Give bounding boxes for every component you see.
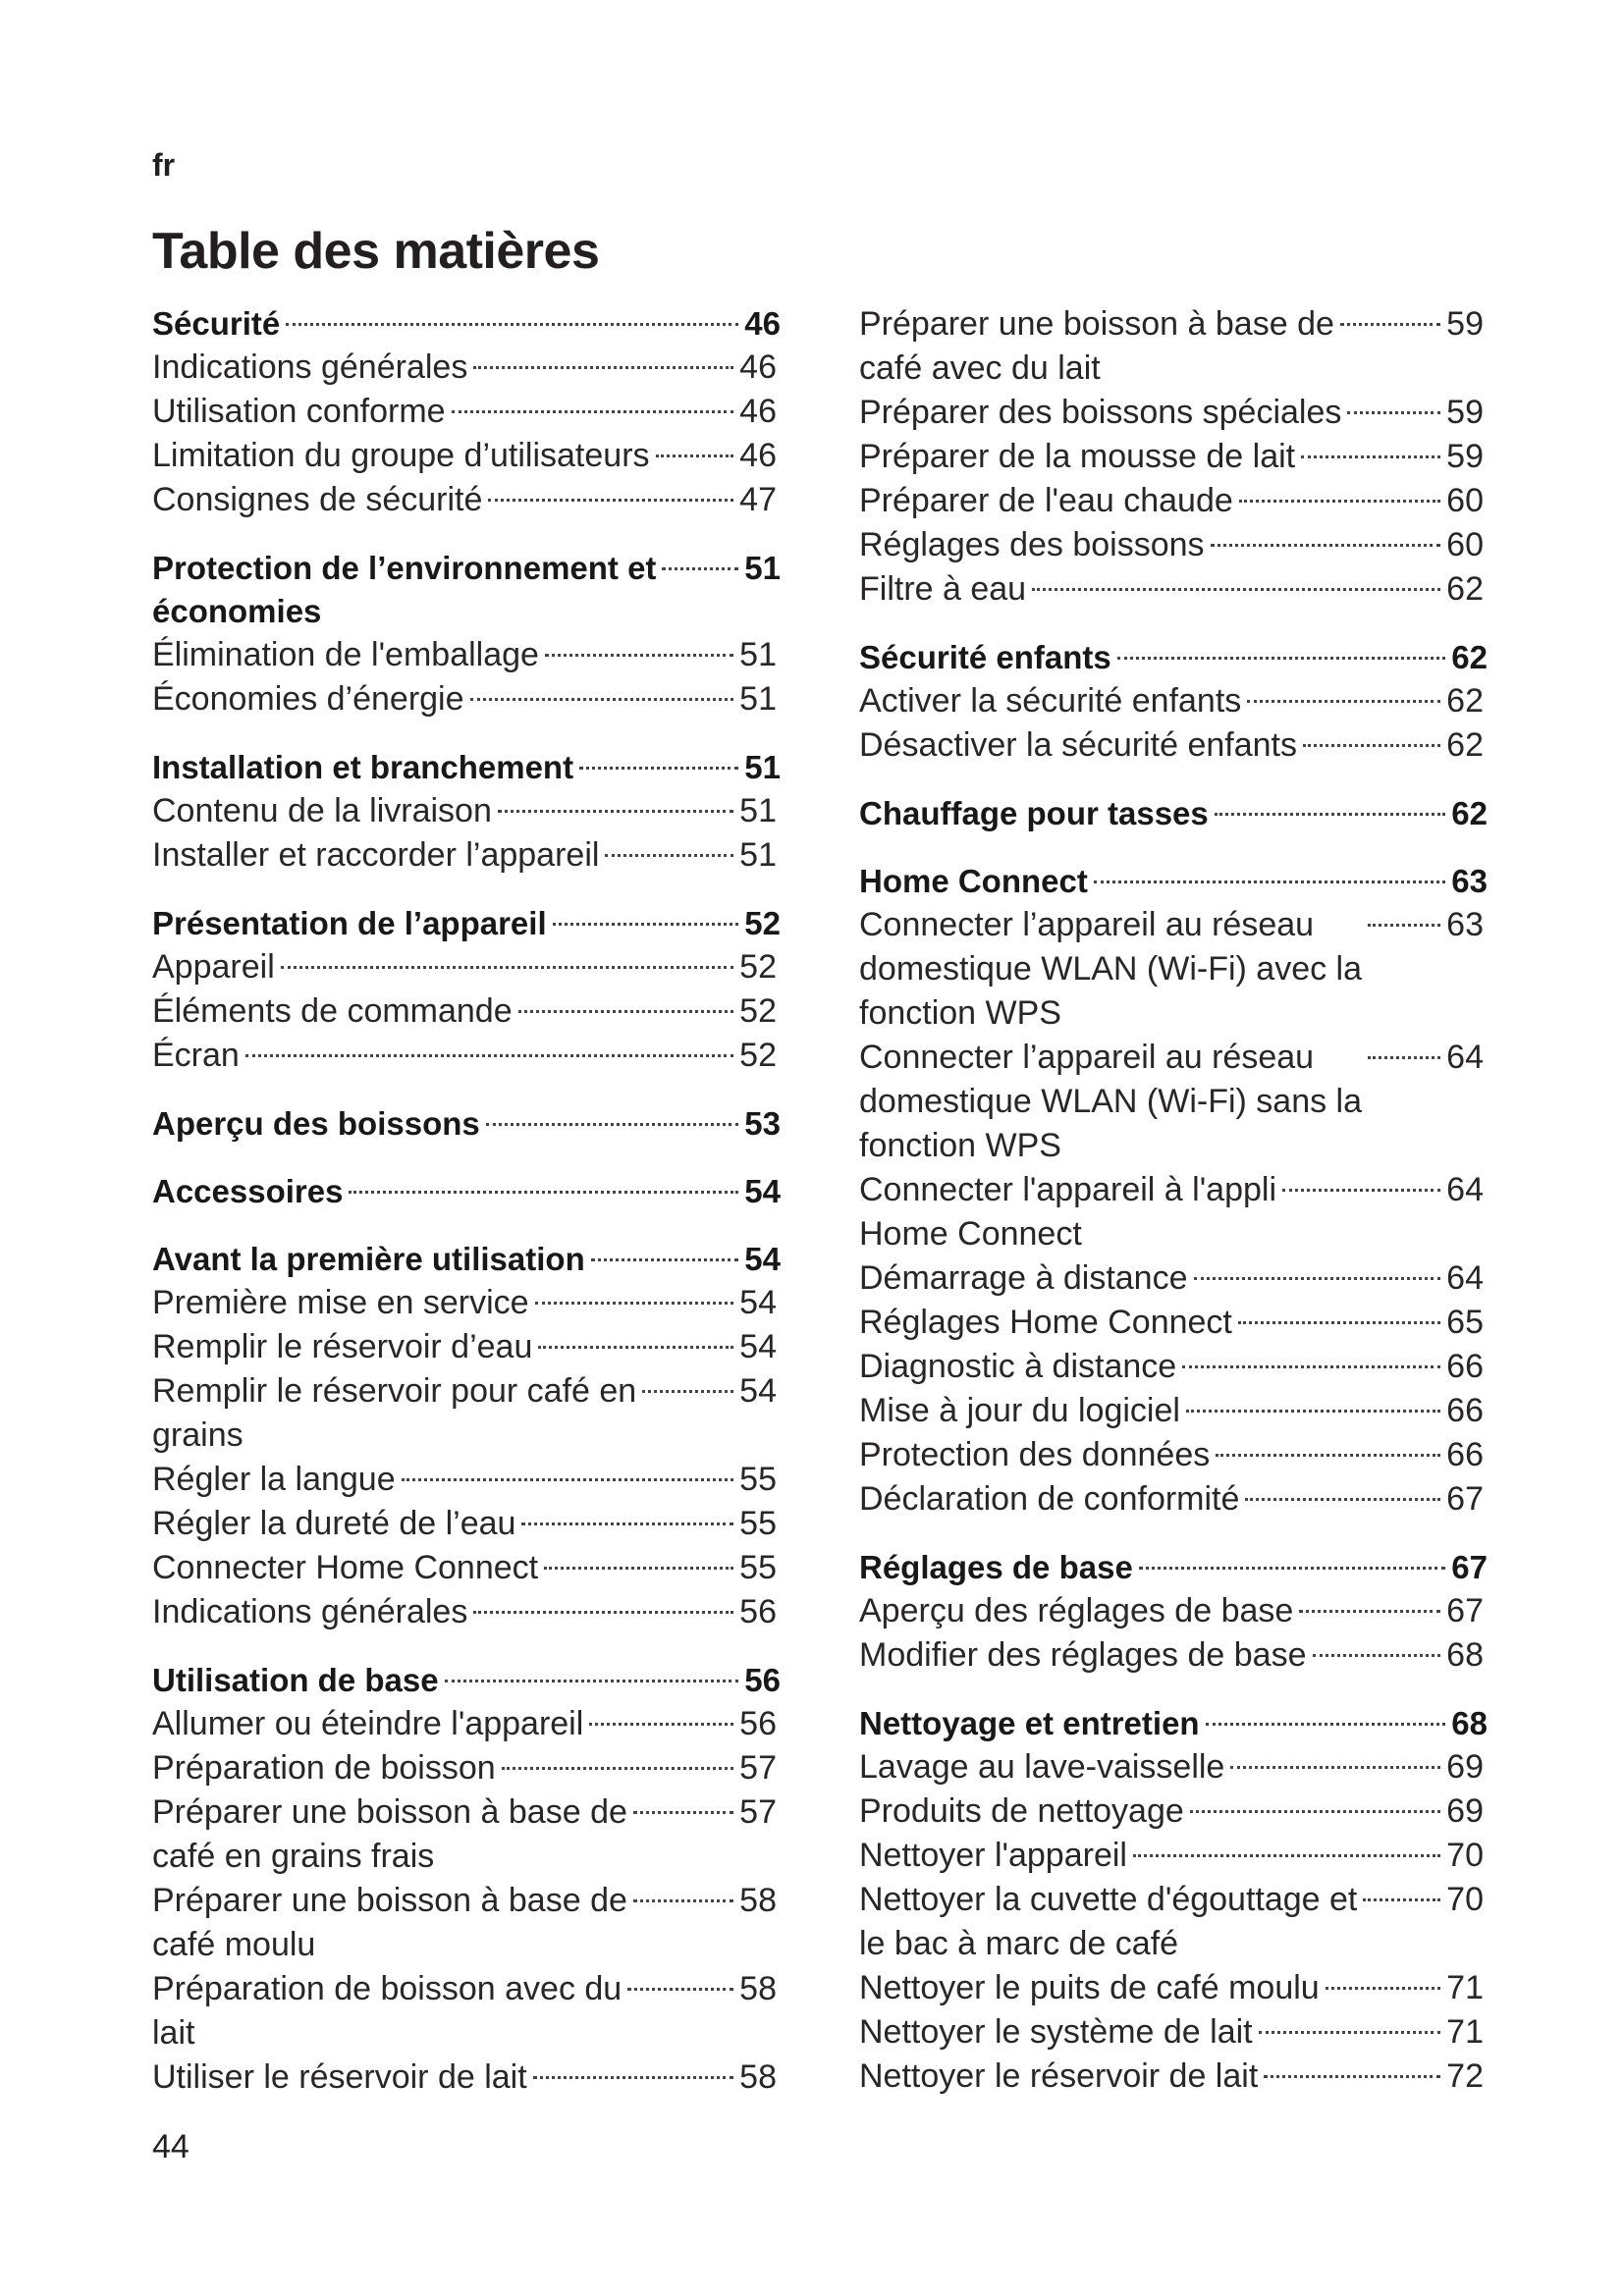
toc-page-number: 51: [739, 792, 777, 829]
toc-entry-title: Éléments de commande: [152, 992, 513, 1030]
dot-leader: [591, 1258, 739, 1261]
toc-section-title: Avant la première utilisation: [152, 1241, 585, 1277]
toc-entry-title: Régler la dureté de l’eau: [152, 1505, 516, 1542]
toc-section: [152, 547, 781, 721]
toc-entry: [152, 1458, 781, 1502]
toc-page-number: 62: [1446, 726, 1484, 764]
toc-entry-title: Produits de nettoyage: [859, 1792, 1184, 1830]
toc-page-number: 62: [1446, 682, 1484, 720]
toc-page-number: 64: [1446, 1259, 1484, 1297]
toc-entry-title: Utilisation conforme: [152, 393, 446, 430]
toc-section-title: Présentation de l’appareil: [152, 905, 547, 941]
dot-leader: [1133, 1854, 1440, 1857]
toc-page-number: 54: [739, 1284, 777, 1321]
toc-entry: [859, 1433, 1488, 1477]
toc-entry: [152, 2056, 781, 2100]
dot-leader: [1215, 813, 1446, 816]
toc-entry-title: Nettoyer le système de lait: [859, 2013, 1253, 2051]
dot-leader: [349, 1191, 738, 1194]
dot-leader: [402, 1478, 734, 1481]
dot-leader: [445, 1680, 739, 1682]
toc-entry-title: Réglages Home Connect: [859, 1304, 1232, 1341]
toc-entry-title: Activer la sécurité enfants: [859, 682, 1242, 720]
dot-leader: [1299, 1610, 1440, 1613]
toc-section-heading: [152, 746, 781, 789]
toc-page-number: 46: [739, 393, 777, 430]
toc-section-heading: [859, 1702, 1488, 1745]
dot-leader: [579, 767, 738, 770]
toc-page-number: 66: [1446, 1348, 1484, 1385]
dot-leader: [662, 567, 738, 570]
toc-entry-title: Préparer de l'eau chaude: [859, 482, 1233, 519]
toc-section-title: Sécurité: [152, 305, 281, 342]
toc-entry-title: Écran: [152, 1037, 240, 1074]
toc-section-title: Installation et branchement: [152, 749, 574, 785]
toc-entry-title: Préparer une boisson à base de café en grains frais: [152, 1793, 627, 1875]
toc-page-number: 63: [1451, 863, 1488, 899]
toc-page-number: 58: [739, 2058, 777, 2096]
toc-entry: [859, 1301, 1488, 1345]
toc-page-number: 52: [739, 948, 777, 986]
toc-section-title: Protection de l’environnement et économies: [152, 550, 657, 629]
toc-section: [859, 302, 1488, 612]
toc-section-title: Sécurité enfants: [859, 639, 1111, 675]
toc-entry-title: Allumer ou éteindre l'appareil: [152, 1705, 584, 1742]
toc-page-number: 66: [1446, 1392, 1484, 1429]
toc-entry-title: Aperçu des réglages de base: [859, 1592, 1294, 1629]
toc-entry-title: Modifier des réglages de base: [859, 1636, 1307, 1674]
dot-leader: [1206, 1723, 1446, 1726]
toc-entry: [859, 679, 1488, 723]
toc-entry-title: Diagnostic à distance: [859, 1348, 1177, 1385]
dot-leader: [245, 1054, 733, 1057]
dot-leader: [589, 1723, 733, 1726]
language-label: fr: [152, 147, 176, 183]
dot-leader: [1216, 1454, 1440, 1457]
toc-page-number: 57: [739, 1793, 777, 1831]
toc-entry-title: Indications générales: [152, 348, 468, 386]
toc-page-number: 60: [1446, 526, 1484, 563]
toc-entry: [152, 1034, 781, 1078]
toc-entry: [859, 1168, 1488, 1256]
toc-entry-title: Désactiver la sécurité enfants: [859, 726, 1297, 764]
toc-entry: [859, 1834, 1488, 1878]
dot-leader: [1282, 1189, 1440, 1192]
toc-entry: [859, 1745, 1488, 1789]
toc-section-heading: [859, 1546, 1488, 1589]
toc-entry-title: Nettoyer l'appareil: [859, 1837, 1127, 1874]
toc-page-number: 59: [1446, 394, 1484, 431]
toc-entry-title: Déclaration de conformité: [859, 1480, 1240, 1518]
toc-section-heading: [152, 1238, 781, 1281]
dot-leader: [642, 1390, 733, 1393]
dot-leader: [498, 810, 733, 813]
toc-page-number: 62: [1451, 639, 1488, 675]
dot-leader: [1245, 1498, 1440, 1501]
toc-entry: [859, 391, 1488, 435]
toc-entry-title: Filtre à eau: [859, 570, 1027, 608]
toc-entry: [152, 1967, 781, 2056]
toc-page-number: 46: [739, 437, 777, 474]
toc-section-title: Chauffage pour tasses: [859, 795, 1209, 831]
dot-leader: [1264, 2075, 1440, 2078]
toc-entry-title: Élimination de l'emballage: [152, 636, 539, 673]
toc-entry-title: Utiliser le réservoir de lait: [152, 2058, 527, 2096]
toc-page-number: 63: [1446, 906, 1484, 943]
toc-page-number: 55: [739, 1549, 777, 1586]
dot-leader: [1211, 544, 1441, 547]
toc-section-heading: [859, 792, 1488, 835]
dot-leader: [1301, 455, 1440, 458]
toc-entry-title: Nettoyer le réservoir de lait: [859, 2057, 1259, 2095]
dot-leader: [633, 1899, 733, 1902]
toc-entry-title: Préparer des boissons spéciales: [859, 394, 1342, 431]
toc-entry-title: Économies d’énergie: [152, 680, 464, 718]
toc-page-number: 57: [739, 1749, 777, 1787]
toc-entry: [152, 945, 781, 989]
toc-entry: [859, 523, 1488, 567]
toc-page-number: 67: [1451, 1549, 1488, 1585]
toc-section-heading: [152, 547, 781, 633]
toc-entry: [152, 1702, 781, 1746]
toc-page-number: 46: [744, 305, 781, 342]
toc-section-heading: [152, 1102, 781, 1146]
toc-page-number: 54: [739, 1372, 777, 1410]
dot-leader: [1094, 881, 1445, 883]
toc-page-number: 72: [1446, 2057, 1484, 2095]
dot-leader: [1368, 924, 1440, 927]
toc-page-number: 56: [739, 1705, 777, 1742]
dot-leader: [656, 454, 734, 457]
dot-leader: [1186, 1410, 1440, 1413]
toc-entry-title: Réglages des boissons: [859, 526, 1205, 563]
toc-entry-title: Connecter l’appareil au réseau domestique WLAN (Wi-Fi) sans la fonction WPS: [859, 1039, 1363, 1164]
toc-section-title: Accessoires: [152, 1173, 344, 1209]
toc-entry-title: Nettoyer la cuvette d'égouttage et le bac à marc de café: [859, 1881, 1358, 1962]
toc-entry: [859, 302, 1488, 391]
toc-entry: [152, 989, 781, 1034]
toc-entry: [859, 1966, 1488, 2010]
toc-page-number: 64: [1446, 1039, 1484, 1076]
toc-entry: [152, 1746, 781, 1790]
toc-entry: [859, 2055, 1488, 2099]
toc-section-title: Aperçu des boissons: [152, 1105, 480, 1142]
toc-section-heading: [152, 902, 781, 945]
toc-section: [152, 1102, 781, 1146]
dot-leader: [1032, 588, 1440, 591]
dot-leader: [605, 854, 733, 857]
toc-entry: [152, 1546, 781, 1590]
toc-page-number: 55: [739, 1505, 777, 1542]
toc-page-number: 59: [1446, 438, 1484, 475]
toc-entry: [152, 677, 781, 721]
toc-entry: [152, 390, 781, 434]
toc-page-number: 67: [1446, 1480, 1484, 1518]
toc-page-number: 60: [1446, 482, 1484, 519]
toc-page-number: 58: [739, 1882, 777, 1919]
dot-leader: [1238, 1321, 1440, 1324]
toc-page-number: 52: [744, 905, 781, 941]
toc-page-number: 70: [1446, 1881, 1484, 1918]
toc-entry-title: Limitation du groupe d’utilisateurs: [152, 437, 650, 474]
toc-entry: [859, 1345, 1488, 1389]
toc-entry: [152, 633, 781, 677]
toc-entry-title: Lavage au lave-vaisselle: [859, 1748, 1225, 1786]
dot-leader: [521, 1522, 733, 1525]
toc-page-number: 66: [1446, 1436, 1484, 1473]
toc-entry: [152, 1502, 781, 1546]
dot-leader: [627, 1988, 733, 1991]
toc-section-title: Utilisation de base: [152, 1662, 439, 1698]
toc-page-number: 62: [1451, 795, 1488, 831]
dot-leader: [1303, 744, 1440, 747]
toc-page-number: 52: [739, 992, 777, 1030]
dot-leader: [535, 1302, 734, 1305]
dot-leader: [470, 698, 734, 701]
toc-entry: [859, 1389, 1488, 1433]
toc-entry-title: Préparer une boisson à base de café moulu: [152, 1882, 627, 1963]
toc-entry-title: Mise à jour du logiciel: [859, 1392, 1180, 1429]
toc-page-number: 69: [1446, 1748, 1484, 1786]
toc-entry: [859, 567, 1488, 612]
toc-entry-title: Nettoyer le puits de café moulu: [859, 1969, 1320, 2006]
toc-section-title: Réglages de base: [859, 1549, 1133, 1585]
dot-leader: [1230, 1766, 1440, 1769]
toc-page-number: 62: [1446, 570, 1484, 608]
dot-leader: [1259, 2031, 1441, 2034]
toc-entry: [859, 1477, 1488, 1522]
toc-entry-title: Préparer de la mousse de lait: [859, 438, 1296, 475]
toc-section-title: Nettoyage et entretien: [859, 1705, 1200, 1741]
toc-page-number: 70: [1446, 1837, 1484, 1874]
toc-entry: [859, 1036, 1488, 1168]
toc-section: [859, 1546, 1488, 1678]
toc-page-number: 52: [739, 1037, 777, 1074]
toc-entry-title: Appareil: [152, 948, 275, 986]
dot-leader: [286, 323, 738, 326]
toc-entry-title: Contenu de la livraison: [152, 792, 492, 829]
toc-page-number: 54: [744, 1241, 781, 1277]
toc-right-column: [859, 302, 1488, 2123]
toc-page-number: 51: [744, 749, 781, 785]
dot-leader: [533, 2076, 734, 2079]
toc-page-number: 46: [739, 348, 777, 386]
dot-leader: [518, 1010, 734, 1013]
dot-leader: [544, 1567, 733, 1570]
toc-section: [859, 860, 1488, 1522]
toc-section-title: Home Connect: [859, 863, 1088, 899]
toc-entry: [152, 1325, 781, 1369]
toc-section: [859, 1702, 1488, 2099]
toc-page-number: 54: [739, 1328, 777, 1365]
toc-entry-title: Connecter l'appareil à l'appli Home Connect: [859, 1171, 1277, 1253]
toc-section: [152, 902, 781, 1078]
toc-page-number: 64: [1446, 1171, 1484, 1208]
dot-leader: [545, 654, 733, 657]
toc-section-heading: [152, 302, 781, 346]
toc-page-number: 71: [1446, 2013, 1484, 2051]
dot-leader: [1139, 1567, 1445, 1570]
dot-leader: [502, 1767, 733, 1770]
dot-leader: [1117, 657, 1446, 660]
dot-leader: [1190, 1810, 1440, 1813]
toc-page-number: 55: [739, 1461, 777, 1498]
toc-entry-title: Installer et raccorder l’appareil: [152, 836, 600, 874]
page-title: Table des matières: [152, 223, 600, 280]
toc-page-number: 65: [1446, 1304, 1484, 1341]
toc-entry: [152, 1790, 781, 1879]
toc-entry-title: Consignes de sécurité: [152, 481, 483, 518]
dot-leader: [633, 1811, 733, 1814]
toc-entry: [859, 2010, 1488, 2055]
toc-entry: [152, 1590, 781, 1634]
toc-page-number: 51: [739, 680, 777, 718]
toc-page-number: 68: [1451, 1705, 1488, 1741]
toc-entry-title: Préparer une boisson à base de café avec du lait: [859, 305, 1334, 387]
toc-entry-title: Régler la langue: [152, 1461, 396, 1498]
page-number: 44: [152, 2128, 189, 2165]
toc-section-heading: [859, 860, 1488, 903]
toc-section: [152, 1238, 781, 1634]
toc-entry: [152, 346, 781, 390]
toc-entry-title: Remplir le réservoir pour café en grains: [152, 1372, 637, 1454]
toc-entry: [859, 435, 1488, 479]
toc-section: [152, 302, 781, 522]
dot-leader: [473, 366, 733, 369]
toc-page-number: 68: [1446, 1636, 1484, 1674]
toc-entry: [859, 1589, 1488, 1633]
toc-section: [859, 792, 1488, 835]
toc-page-number: 47: [739, 481, 777, 518]
toc-page-number: 58: [739, 1970, 777, 2007]
toc-page-number: 69: [1446, 1792, 1484, 1830]
dot-leader: [473, 1611, 733, 1614]
toc-section-heading: [152, 1659, 781, 1702]
toc-entry-title: Connecter l’appareil au réseau domestique WLAN (Wi-Fi) avec la fonction WPS: [859, 906, 1363, 1032]
toc-page-number: 59: [1446, 305, 1484, 343]
toc-entry: [152, 833, 781, 878]
dot-leader: [1194, 1277, 1441, 1280]
toc-page-number: 51: [744, 550, 781, 586]
dot-leader: [1368, 1056, 1440, 1059]
toc-entry-title: Connecter Home Connect: [152, 1549, 539, 1586]
dot-leader: [488, 499, 733, 502]
toc-entry: [859, 1789, 1488, 1834]
toc-entry-title: Indications générales: [152, 1593, 468, 1630]
toc-entry: [152, 1281, 781, 1325]
toc-page-number: 51: [739, 836, 777, 874]
dot-leader: [281, 966, 733, 969]
toc-section-heading: [859, 636, 1488, 679]
toc-entry: [152, 789, 781, 833]
toc-entry-title: Protection des données: [859, 1436, 1211, 1473]
dot-leader: [1363, 1898, 1440, 1901]
toc-page-number: 54: [744, 1173, 781, 1209]
dot-leader: [1340, 323, 1440, 326]
toc-section: [152, 746, 781, 878]
toc-page-number: 51: [739, 636, 777, 673]
dot-leader: [486, 1123, 739, 1126]
dot-leader: [538, 1346, 733, 1349]
dot-leader: [452, 410, 734, 413]
toc-page-number: 67: [1446, 1592, 1484, 1629]
toc-page-number: 56: [739, 1593, 777, 1630]
toc-entry: [152, 478, 781, 522]
toc-entry: [859, 1256, 1488, 1301]
dot-leader: [1239, 500, 1440, 503]
toc-entry: [859, 723, 1488, 768]
toc-section: [859, 636, 1488, 768]
dot-leader: [553, 923, 739, 926]
toc-section: [152, 1170, 781, 1213]
toc-entry-title: Démarrage à distance: [859, 1259, 1188, 1297]
toc-page-number: 56: [744, 1662, 781, 1698]
toc-entry-title: Préparation de boisson: [152, 1749, 496, 1787]
dot-leader: [1182, 1365, 1440, 1368]
dot-leader: [1347, 411, 1440, 414]
toc-page-number: 71: [1446, 1969, 1484, 2006]
toc-entry: [859, 1633, 1488, 1678]
toc-entry-title: Préparation de boisson avec du lait: [152, 1970, 623, 2052]
toc-left-column: [152, 302, 781, 2124]
toc-entry-title: Remplir le réservoir d’eau: [152, 1328, 533, 1365]
toc-section-heading: [152, 1170, 781, 1213]
toc-entry: [859, 1878, 1488, 1966]
dot-leader: [1313, 1654, 1441, 1657]
toc-entry: [859, 903, 1488, 1036]
toc-entry: [859, 479, 1488, 523]
toc-entry-title: Première mise en service: [152, 1284, 529, 1321]
dot-leader: [1247, 700, 1440, 703]
toc-entry: [152, 434, 781, 478]
dot-leader: [1326, 1987, 1440, 1990]
toc-entry: [152, 1879, 781, 1967]
toc-entry: [152, 1369, 781, 1458]
toc-page-number: 53: [744, 1105, 781, 1142]
toc-section: [152, 1659, 781, 2100]
